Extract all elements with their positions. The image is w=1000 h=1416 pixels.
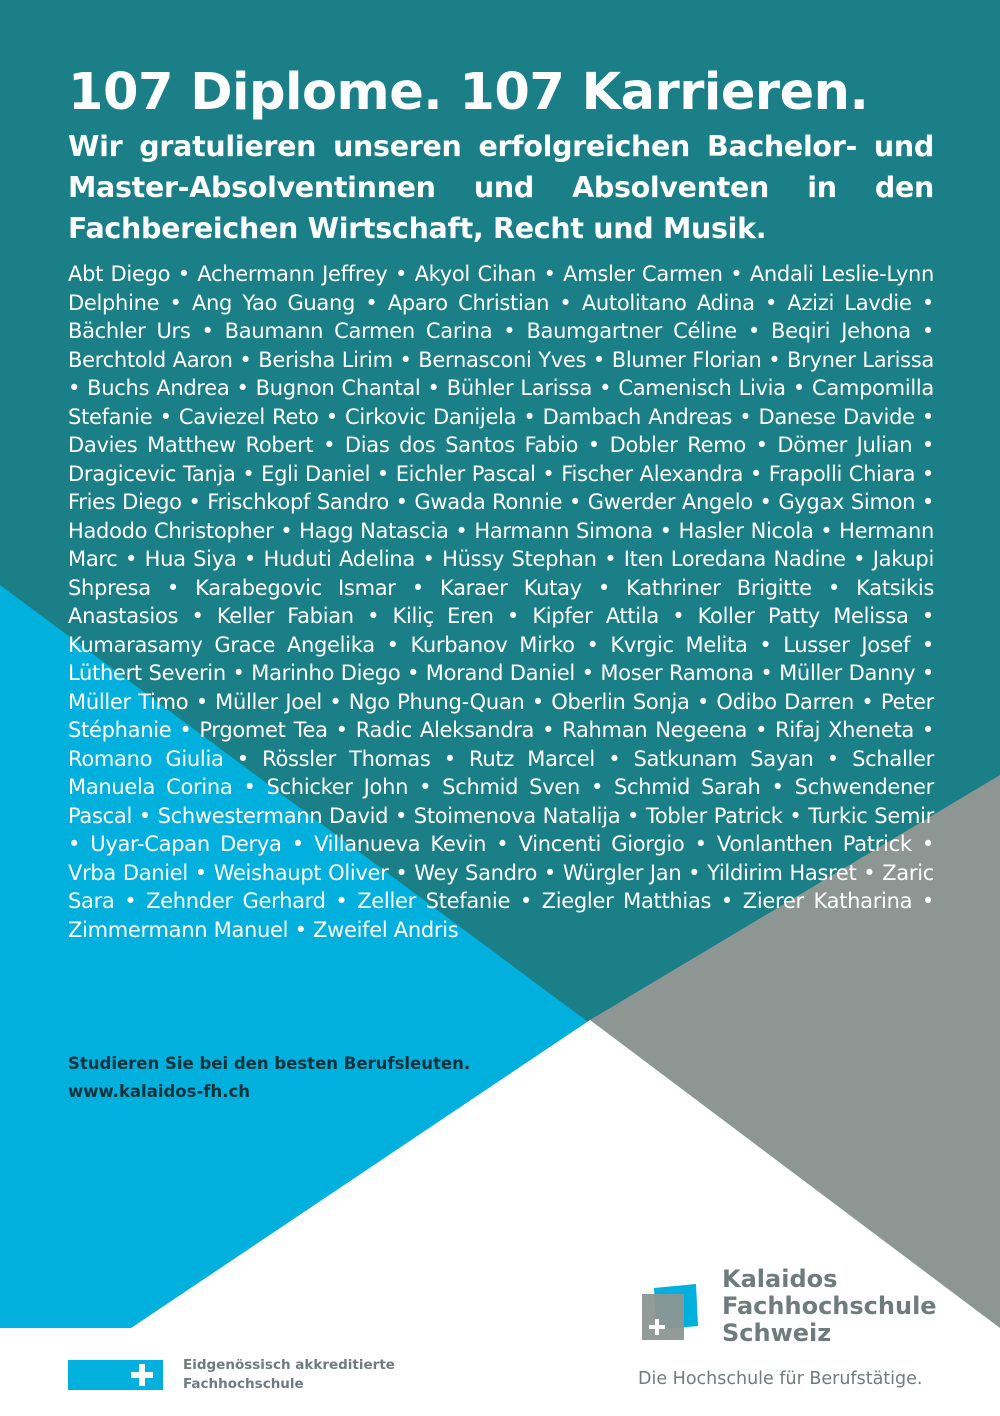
accreditation-text: [183, 1356, 395, 1394]
swiss-cross-icon: [68, 1360, 163, 1390]
subheadline: Wir gratulieren unseren erfolgreichen Bachelor- und Master-Absolventinnen und Absolventen in den Fachbereichen Wirtschaft, Recht und Musik.: [68, 130, 934, 245]
accreditation-line-1: Eidgenössisch akkreditierte: [183, 1357, 395, 1373]
accreditation-line-2: Fachhochschule: [183, 1376, 304, 1392]
graduates-list: Abt Diego • Achermann Jeffrey • Akyol Cihan • Amsler Carmen • Andali Leslie-Lynn Delphine • Ang Yao Guang • Aparo Christian • Autolitano Adina • Azizi Lavdie • Bächler Urs • Baumann Carmen Carina • Baumgartner Céline • Beqiri Jehona • Berchtold Aaron • Berisha Lirim • Bernasconi Yves • Blumer Florian • Bryner Larissa • Buchs Andrea • Bugnon Chantal • Bühler Larissa • Camenisch Livia • Campomilla Stefanie • Caviezel Reto • Cirkovic Danijela • Dambach Andreas • Danese Davide • Davies Matthew Robert • Dias dos Santos Fabio • Dobler Remo • Dömer Julian • Dragicevic Tanja • Egli Daniel • Eichler Pascal • Fischer Alexandra • Frapolli Chiara • Fries Diego • Frischkopf Sandro • Gwada Ronnie • Gwerder Angelo • Gygax Simon • Hadodo Christopher • Hagg Natascia • Harmann Simona • Hasler Nicola • Hermann Marc • Hua Siya • Huduti Adelina • Hüssy Stephan • Iten Loredana Nadine • Jakupi Shpresa • Karabegovic Ismar • Karaer Kutay • Kathriner Brigitte • Katsikis Anastasios • Keller Fabian • Kiliç Eren • Kipfer Attila • Koller Patty Melissa • Kumarasamy Grace Angelika • Kurbanov Mirko • Kvrgic Melita • Lusser Josef • Lüthert Severin • Marinho Diego • Morand Daniel • Moser Ramona • Müller Danny • Müller Timo • Müller Joel • Ngo Phung-Quan • Oberlin Sonja • Odibo Darren • Peter Stéphanie • Prgomet Tea • Radic Aleksandra • Rahman Negeena • Rifaj Xheneta • Romano Giulia • Rössler Thomas • Rutz Marcel • Satkunam Sayan • Schaller Manuela Corina • Schicker John • Schmid Sven • Schmid Sarah • Schwendener Pascal • Schwestermann David • Stoimenova Natalija • Tobler Patrick • Turkic Semir • Uyar-Capan Derya • Villanueva Kevin • Vincenti Giorgio • Vonlanthen Patrick • Vrba Daniel • Weishaupt Oliver • Wey Sandro • Würgler Jan • Yildirim Hasret • Zaric Sara • Zehnder Gerhard • Zeller Stefanie • Ziegler Matthias • Zierer Katharina • Zimmermann Manuel • Zweifel Andris: [68, 262, 934, 942]
call-to-action: [68, 1050, 470, 1106]
website-link[interactable]: www.kalaidos-fh.ch: [68, 1082, 251, 1101]
kalaidos-logo-icon: [640, 1282, 700, 1342]
kalaidos-logo-text: [722, 1266, 937, 1347]
logo-line-schweiz: Schweiz: [722, 1319, 832, 1347]
logo-tagline: Die Hochschule für Berufstätige.: [638, 1369, 923, 1389]
logo-line-fachhochschule: Fachhochschule: [722, 1292, 937, 1320]
logo-line-kalaidos: Kalaidos: [722, 1265, 838, 1293]
headline: 107 Diplome. 107 Karrieren.: [68, 63, 869, 122]
cta-slogan: Studieren Sie bei den besten Berufsleuten.: [68, 1054, 471, 1073]
